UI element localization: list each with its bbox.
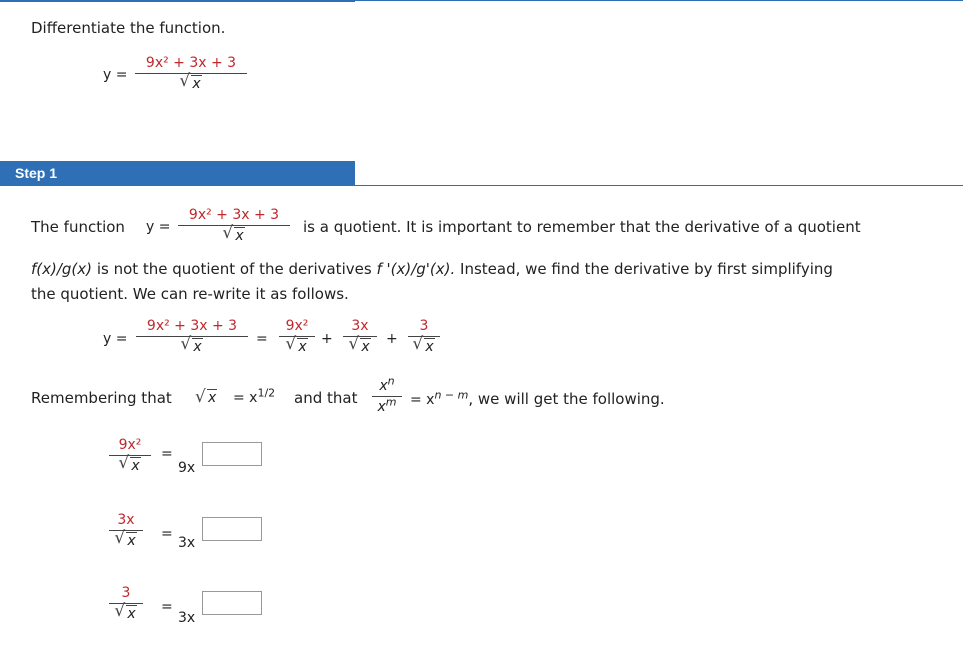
problem-numerator: 9x² + 3x + 3 [145, 55, 237, 71]
rule-fraction [372, 374, 402, 415]
exercise-3-fraction [109, 585, 143, 622]
sqrt-icon: √ x [115, 606, 136, 622]
exercise-1-coef: 9x [178, 460, 196, 476]
step-header: Step 1 [0, 161, 355, 186]
exercise-2-fraction [109, 512, 143, 549]
para2-end: Instead, we find the derivative by first simplifying [460, 260, 833, 278]
rewrite-term3 [408, 318, 440, 355]
fraction-bar [178, 225, 290, 226]
exercise-2-coef: 3x [178, 535, 196, 551]
sqrt-icon: √ x [180, 76, 201, 92]
para1-suffix: is a quotient. It is important to remember that the derivative of a quotient [303, 218, 861, 236]
sqrt-icon: √ x [286, 339, 307, 355]
fraction-bar [136, 336, 248, 337]
sqrt-icon: √ x [115, 533, 136, 549]
term2-numerator: 3x [351, 318, 369, 334]
sqrt-icon: √ x [181, 339, 202, 355]
rule-exponent: 1/2 [257, 386, 276, 400]
rewrite-term1 [279, 318, 315, 355]
rewrite-plus-1: + [321, 331, 333, 347]
exercise-3-equals: = [161, 599, 173, 615]
term3-numerator: 3 [419, 318, 429, 334]
rule-suffix: , we will get the following. [468, 390, 665, 408]
rewrite-equals: = [256, 331, 268, 347]
exercise-3-denominator [109, 606, 143, 622]
para1-fraction [178, 207, 290, 244]
rule-prefix: Remembering that [31, 389, 172, 407]
exercise-2-numerator: 3x [117, 512, 135, 528]
para1-y-label: y = [146, 219, 171, 235]
rule-frac-den: $x^m$ [377, 395, 397, 415]
exercise-1-numerator: 9x² [118, 437, 142, 453]
exercise-1-denominator [109, 458, 151, 474]
rewrite-fraction-main [136, 318, 248, 355]
exercise-1-exponent-input[interactable] [202, 442, 262, 466]
para2-line2: the quotient. We can re-write it as follows. [31, 285, 349, 303]
quotient-fg: f(x)/g(x) [31, 260, 93, 278]
para2-line1 [31, 260, 833, 278]
sqrt-icon: √ x [196, 390, 217, 406]
exercise-1-fraction [109, 437, 151, 474]
rewrite-term2 [343, 318, 377, 355]
exercise-3-coef: 3x [178, 610, 196, 626]
problem-instruction: Differentiate the function. [31, 19, 226, 37]
rule-power [233, 386, 276, 406]
term1-numerator: 9x² [285, 318, 309, 334]
rewrite-denominator [136, 339, 248, 355]
problem-denominator [135, 76, 247, 92]
exercise-3-numerator: 3 [121, 585, 131, 601]
rewrite-plus-2: + [386, 331, 398, 347]
rewrite-numerator: 9x² + 3x + 3 [146, 318, 238, 334]
term2-denominator [343, 339, 377, 355]
para1-denominator [178, 228, 290, 244]
rule-result-exp: n − m [434, 388, 469, 402]
term1-denominator [279, 339, 315, 355]
rule-frac-num: $x^n$ [379, 374, 395, 394]
step-divider [355, 185, 963, 186]
fraction-bar [109, 455, 151, 456]
rule-result-x: = x [410, 392, 435, 408]
rule-sqrt [196, 390, 217, 406]
problem-y-label: y = [103, 67, 128, 83]
sqrt-icon: √ x [349, 339, 370, 355]
exercise-2-denominator [109, 533, 143, 549]
sqrt-icon: √ x [223, 228, 244, 244]
top-thin-line [355, 0, 963, 1]
sqrt-icon: √ x [119, 458, 140, 474]
exercise-1-equals: = [161, 446, 173, 462]
derivative-quotient: f '(x)/g'(x). [376, 260, 456, 278]
exercise-3-exponent-input[interactable] [202, 591, 262, 615]
exercise-2-exponent-input[interactable] [202, 517, 262, 541]
problem-fraction [135, 55, 247, 92]
fraction-bar [135, 73, 247, 74]
top-accent-line [0, 0, 355, 2]
term3-denominator [408, 339, 440, 355]
rule-result [410, 390, 665, 408]
rule-mid: and that [294, 389, 358, 407]
para1-prefix: The function [31, 218, 125, 236]
sqrt-icon: √ x [413, 339, 434, 355]
rewrite-y-label: y = [103, 331, 128, 347]
para1-numerator: 9x² + 3x + 3 [188, 207, 280, 223]
exercise-2-equals: = [161, 526, 173, 542]
rule-equals-x: = x [233, 390, 258, 406]
para2-mid: is not the quotient of the derivatives [96, 260, 372, 278]
